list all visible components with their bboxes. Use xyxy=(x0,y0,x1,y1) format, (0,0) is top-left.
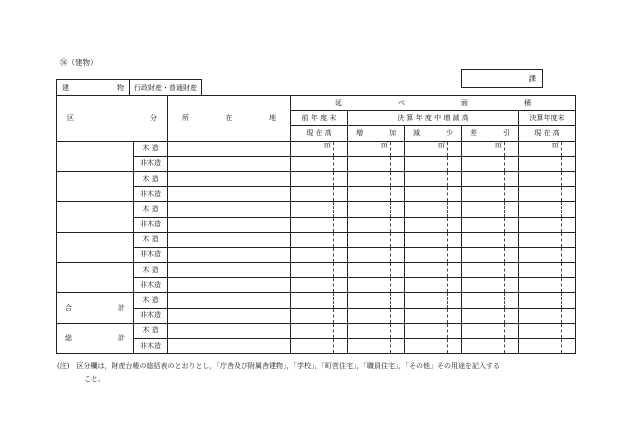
table-row xyxy=(57,187,576,202)
location-cell[interactable] xyxy=(168,141,291,156)
area-value-cell[interactable] xyxy=(405,323,448,338)
area-value-cell[interactable]: ㎡ xyxy=(405,141,448,156)
area-decimal-cell[interactable] xyxy=(448,339,462,354)
area-value-cell[interactable]: ㎡ xyxy=(291,141,334,156)
header-sahiki: 差 引 xyxy=(462,126,519,141)
header-zoka: 増 加 xyxy=(348,126,405,141)
area-decimal-cell[interactable] xyxy=(505,263,519,278)
area-decimal-cell[interactable] xyxy=(505,171,519,186)
area-decimal-cell[interactable] xyxy=(562,156,576,171)
group-cell[interactable] xyxy=(57,293,134,323)
area-decimal-cell[interactable] xyxy=(505,308,519,323)
area-decimal-cell[interactable] xyxy=(448,217,462,232)
area-value-cell[interactable] xyxy=(462,187,505,202)
area-value-cell[interactable] xyxy=(291,187,334,202)
structure-type: 木 造 xyxy=(134,141,168,156)
group-cell[interactable] xyxy=(57,232,134,262)
building-label: 建 物 xyxy=(57,80,130,95)
area-decimal-cell[interactable] xyxy=(562,323,576,338)
area-decimal-cell[interactable] xyxy=(391,323,405,338)
area-decimal-cell[interactable] xyxy=(334,247,348,262)
area-decimal-cell[interactable] xyxy=(562,232,576,247)
area-decimal-cell[interactable] xyxy=(391,171,405,186)
header-prev-year: 前 年 度 末 xyxy=(291,111,348,126)
table-row xyxy=(57,263,576,278)
area-decimal-cell[interactable] xyxy=(505,202,519,217)
area-decimal-cell[interactable] xyxy=(391,339,405,354)
table-row xyxy=(57,141,576,156)
structure-type: 木 造 xyxy=(134,263,168,278)
area-value-cell[interactable] xyxy=(462,323,505,338)
area-decimal-cell[interactable] xyxy=(448,232,462,247)
area-decimal-cell[interactable] xyxy=(334,293,348,308)
area-decimal-cell[interactable] xyxy=(391,202,405,217)
structure-type: 非木造 xyxy=(134,278,168,293)
area-decimal-cell[interactable] xyxy=(448,308,462,323)
area-value-cell[interactable] xyxy=(348,187,391,202)
group-cell[interactable] xyxy=(57,171,134,201)
area-value-cell[interactable] xyxy=(291,232,334,247)
area-decimal-cell[interactable] xyxy=(562,141,576,156)
group-label: 計 xyxy=(118,334,125,342)
group-cell[interactable] xyxy=(57,323,134,353)
table-row xyxy=(57,171,576,186)
area-value-cell[interactable] xyxy=(291,293,334,308)
structure-type: 木 造 xyxy=(134,171,168,186)
area-value-cell[interactable] xyxy=(405,202,448,217)
group-cell[interactable] xyxy=(57,141,134,171)
area-decimal-cell[interactable] xyxy=(505,323,519,338)
header-shozai: 所 在 地 xyxy=(168,96,291,142)
area-decimal-cell[interactable] xyxy=(391,232,405,247)
area-value-cell[interactable] xyxy=(291,247,334,262)
table-body xyxy=(57,141,576,354)
area-decimal-cell[interactable] xyxy=(505,141,519,156)
structure-type: 非木造 xyxy=(134,217,168,232)
area-decimal-cell[interactable] xyxy=(391,217,405,232)
area-value-cell[interactable] xyxy=(348,247,391,262)
area-value-cell[interactable] xyxy=(348,217,391,232)
area-value-cell[interactable] xyxy=(462,171,505,186)
group-cell[interactable] xyxy=(57,202,134,232)
area-value-cell[interactable] xyxy=(462,232,505,247)
area-value-cell[interactable] xyxy=(405,247,448,262)
area-value-cell[interactable] xyxy=(519,278,562,293)
structure-type: 木 造 xyxy=(134,293,168,308)
area-decimal-cell[interactable] xyxy=(448,278,462,293)
area-decimal-cell[interactable] xyxy=(562,308,576,323)
location-cell[interactable] xyxy=(168,171,291,186)
area-value-cell[interactable] xyxy=(291,278,334,293)
group-label: 合 xyxy=(65,303,72,312)
note-line-1: (注) 区分欄は，財産台帳の総括表のとおりとし，「庁舎及び附属舎建物」，「学校」，「町営住宅」，「職員住宅」，「その他」その用途を記入する xyxy=(57,362,500,370)
area-decimal-cell[interactable] xyxy=(391,263,405,278)
area-value-cell[interactable] xyxy=(291,156,334,171)
note-line-2: こと。 xyxy=(84,375,105,383)
header-gensho: 減 少 xyxy=(405,126,462,141)
ka-label: 課 xyxy=(528,74,536,83)
structure-type: 非木造 xyxy=(134,308,168,323)
area-value-cell[interactable] xyxy=(348,293,391,308)
area-value-cell[interactable] xyxy=(462,156,505,171)
location-cell[interactable] xyxy=(168,339,291,354)
location-cell[interactable] xyxy=(168,247,291,262)
area-value-cell[interactable] xyxy=(348,171,391,186)
table-row xyxy=(57,339,576,354)
table-row xyxy=(57,247,576,262)
header-end-year-2: 現 在 高 xyxy=(519,126,576,141)
area-value-cell[interactable] xyxy=(519,232,562,247)
header-kessan-change: 決 算 年 度 中 増 減 高 xyxy=(348,111,519,126)
structure-type: 木 造 xyxy=(134,232,168,247)
area-value-cell[interactable] xyxy=(291,217,334,232)
area-decimal-cell[interactable] xyxy=(562,187,576,202)
area-decimal-cell[interactable] xyxy=(505,293,519,308)
area-value-cell[interactable] xyxy=(405,339,448,354)
table-row xyxy=(57,308,576,323)
area-decimal-cell[interactable] xyxy=(334,278,348,293)
area-decimal-cell[interactable] xyxy=(391,156,405,171)
area-decimal-cell[interactable] xyxy=(505,278,519,293)
area-value-cell[interactable] xyxy=(519,202,562,217)
area-decimal-cell[interactable] xyxy=(505,339,519,354)
location-cell[interactable] xyxy=(168,217,291,232)
area-value-cell[interactable] xyxy=(348,278,391,293)
area-value-cell[interactable] xyxy=(519,171,562,186)
area-value-cell[interactable] xyxy=(519,308,562,323)
area-decimal-cell[interactable] xyxy=(562,263,576,278)
area-value-cell[interactable] xyxy=(462,293,505,308)
area-value-cell[interactable] xyxy=(348,323,391,338)
area-decimal-cell[interactable] xyxy=(334,156,348,171)
group-cell[interactable] xyxy=(57,263,134,293)
area-decimal-cell[interactable] xyxy=(334,232,348,247)
building-table-wrap xyxy=(56,95,576,354)
table-row xyxy=(57,278,576,293)
structure-type: 非木造 xyxy=(134,187,168,202)
area-decimal-cell[interactable] xyxy=(562,339,576,354)
location-cell[interactable] xyxy=(168,308,291,323)
area-value-cell[interactable] xyxy=(462,339,505,354)
area-decimal-cell[interactable] xyxy=(391,247,405,262)
table-row xyxy=(57,217,576,232)
area-value-cell[interactable] xyxy=(405,187,448,202)
area-decimal-cell[interactable] xyxy=(448,141,462,156)
category-label-row xyxy=(56,79,202,96)
area-decimal-cell[interactable] xyxy=(334,308,348,323)
area-decimal-cell[interactable] xyxy=(505,187,519,202)
area-decimal-cell[interactable] xyxy=(391,308,405,323)
area-value-cell[interactable] xyxy=(405,263,448,278)
area-decimal-cell[interactable] xyxy=(334,323,348,338)
area-decimal-cell[interactable] xyxy=(334,263,348,278)
structure-type: 木 造 xyxy=(134,323,168,338)
area-value-cell[interactable] xyxy=(348,308,391,323)
area-value-cell[interactable] xyxy=(462,217,505,232)
building-table xyxy=(56,95,576,354)
area-value-cell[interactable] xyxy=(519,247,562,262)
area-decimal-cell[interactable] xyxy=(505,247,519,262)
header-kubun: 区 分 xyxy=(57,96,168,142)
area-decimal-cell[interactable] xyxy=(448,247,462,262)
location-cell[interactable] xyxy=(168,293,291,308)
table-row xyxy=(57,323,576,338)
area-value-cell[interactable] xyxy=(462,278,505,293)
location-cell[interactable] xyxy=(168,202,291,217)
area-value-cell[interactable] xyxy=(291,323,334,338)
area-decimal-cell[interactable] xyxy=(448,293,462,308)
location-cell[interactable] xyxy=(168,278,291,293)
area-value-cell[interactable] xyxy=(405,308,448,323)
table-row xyxy=(57,293,576,308)
area-value-cell[interactable] xyxy=(348,263,391,278)
structure-type: 非木造 xyxy=(134,247,168,262)
area-decimal-cell[interactable] xyxy=(391,141,405,156)
area-value-cell[interactable] xyxy=(462,202,505,217)
area-decimal-cell[interactable] xyxy=(334,339,348,354)
area-value-cell[interactable] xyxy=(519,263,562,278)
area-decimal-cell[interactable] xyxy=(334,187,348,202)
area-value-cell[interactable] xyxy=(405,278,448,293)
location-cell[interactable] xyxy=(168,263,291,278)
area-value-cell[interactable]: ㎡ xyxy=(519,141,562,156)
location-cell[interactable] xyxy=(168,232,291,247)
area-value-cell[interactable] xyxy=(405,217,448,232)
area-decimal-cell[interactable] xyxy=(448,156,462,171)
structure-type: 非木造 xyxy=(134,339,168,354)
area-decimal-cell[interactable] xyxy=(391,187,405,202)
area-value-cell[interactable] xyxy=(348,339,391,354)
area-value-cell[interactable] xyxy=(405,171,448,186)
header-nobe-menseki: 延 べ 面 積 xyxy=(291,96,576,111)
area-value-cell[interactable] xyxy=(519,323,562,338)
area-value-cell[interactable] xyxy=(462,263,505,278)
group-label: 計 xyxy=(118,303,125,312)
group-label: 総 xyxy=(65,334,72,342)
area-decimal-cell[interactable] xyxy=(391,278,405,293)
area-value-cell[interactable] xyxy=(348,156,391,171)
location-cell[interactable] xyxy=(168,323,291,338)
area-decimal-cell[interactable] xyxy=(391,293,405,308)
area-decimal-cell[interactable] xyxy=(448,323,462,338)
area-value-cell[interactable] xyxy=(291,202,334,217)
area-decimal-cell[interactable] xyxy=(562,171,576,186)
area-decimal-cell[interactable] xyxy=(334,202,348,217)
property-type-label: 行政財産・普通財産 xyxy=(134,83,197,92)
header-end-year: 決算年度末 xyxy=(519,111,576,126)
location-cell[interactable] xyxy=(168,187,291,202)
ka-field[interactable] xyxy=(461,69,543,88)
area-decimal-cell[interactable] xyxy=(562,247,576,262)
area-decimal-cell[interactable] xyxy=(334,171,348,186)
area-decimal-cell[interactable] xyxy=(562,278,576,293)
area-value-cell[interactable] xyxy=(462,308,505,323)
area-decimal-cell[interactable] xyxy=(562,217,576,232)
area-decimal-cell[interactable] xyxy=(334,217,348,232)
area-value-cell[interactable] xyxy=(519,217,562,232)
structure-type: 木 造 xyxy=(134,202,168,217)
header-prev-year-2: 現 在 高 xyxy=(291,126,348,141)
location-cell[interactable] xyxy=(168,156,291,171)
area-decimal-cell[interactable] xyxy=(562,293,576,308)
area-decimal-cell[interactable] xyxy=(448,263,462,278)
area-decimal-cell[interactable] xyxy=(448,202,462,217)
area-decimal-cell[interactable] xyxy=(448,187,462,202)
area-decimal-cell[interactable] xyxy=(448,171,462,186)
table-row xyxy=(57,232,576,247)
area-value-cell[interactable]: ㎡ xyxy=(462,141,505,156)
table-row xyxy=(57,156,576,171)
area-decimal-cell[interactable] xyxy=(562,202,576,217)
area-value-cell[interactable] xyxy=(405,156,448,171)
area-decimal-cell[interactable] xyxy=(505,217,519,232)
table-row xyxy=(57,202,576,217)
area-value-cell[interactable] xyxy=(519,339,562,354)
area-value-cell[interactable] xyxy=(519,293,562,308)
area-value-cell[interactable] xyxy=(348,202,391,217)
area-value-cell[interactable] xyxy=(291,171,334,186)
structure-type: 非木造 xyxy=(134,156,168,171)
section-title: ㊱（建物） xyxy=(60,58,98,67)
area-value-cell[interactable] xyxy=(462,247,505,262)
area-value-cell[interactable] xyxy=(348,232,391,247)
area-value-cell[interactable] xyxy=(519,156,562,171)
area-decimal-cell[interactable] xyxy=(334,141,348,156)
area-value-cell[interactable] xyxy=(291,263,334,278)
area-value-cell[interactable] xyxy=(519,187,562,202)
area-value-cell[interactable] xyxy=(405,232,448,247)
area-value-cell[interactable]: ㎡ xyxy=(348,141,391,156)
area-value-cell[interactable] xyxy=(291,308,334,323)
area-decimal-cell[interactable] xyxy=(505,232,519,247)
area-value-cell[interactable] xyxy=(405,293,448,308)
area-value-cell[interactable] xyxy=(291,339,334,354)
area-decimal-cell[interactable] xyxy=(505,156,519,171)
